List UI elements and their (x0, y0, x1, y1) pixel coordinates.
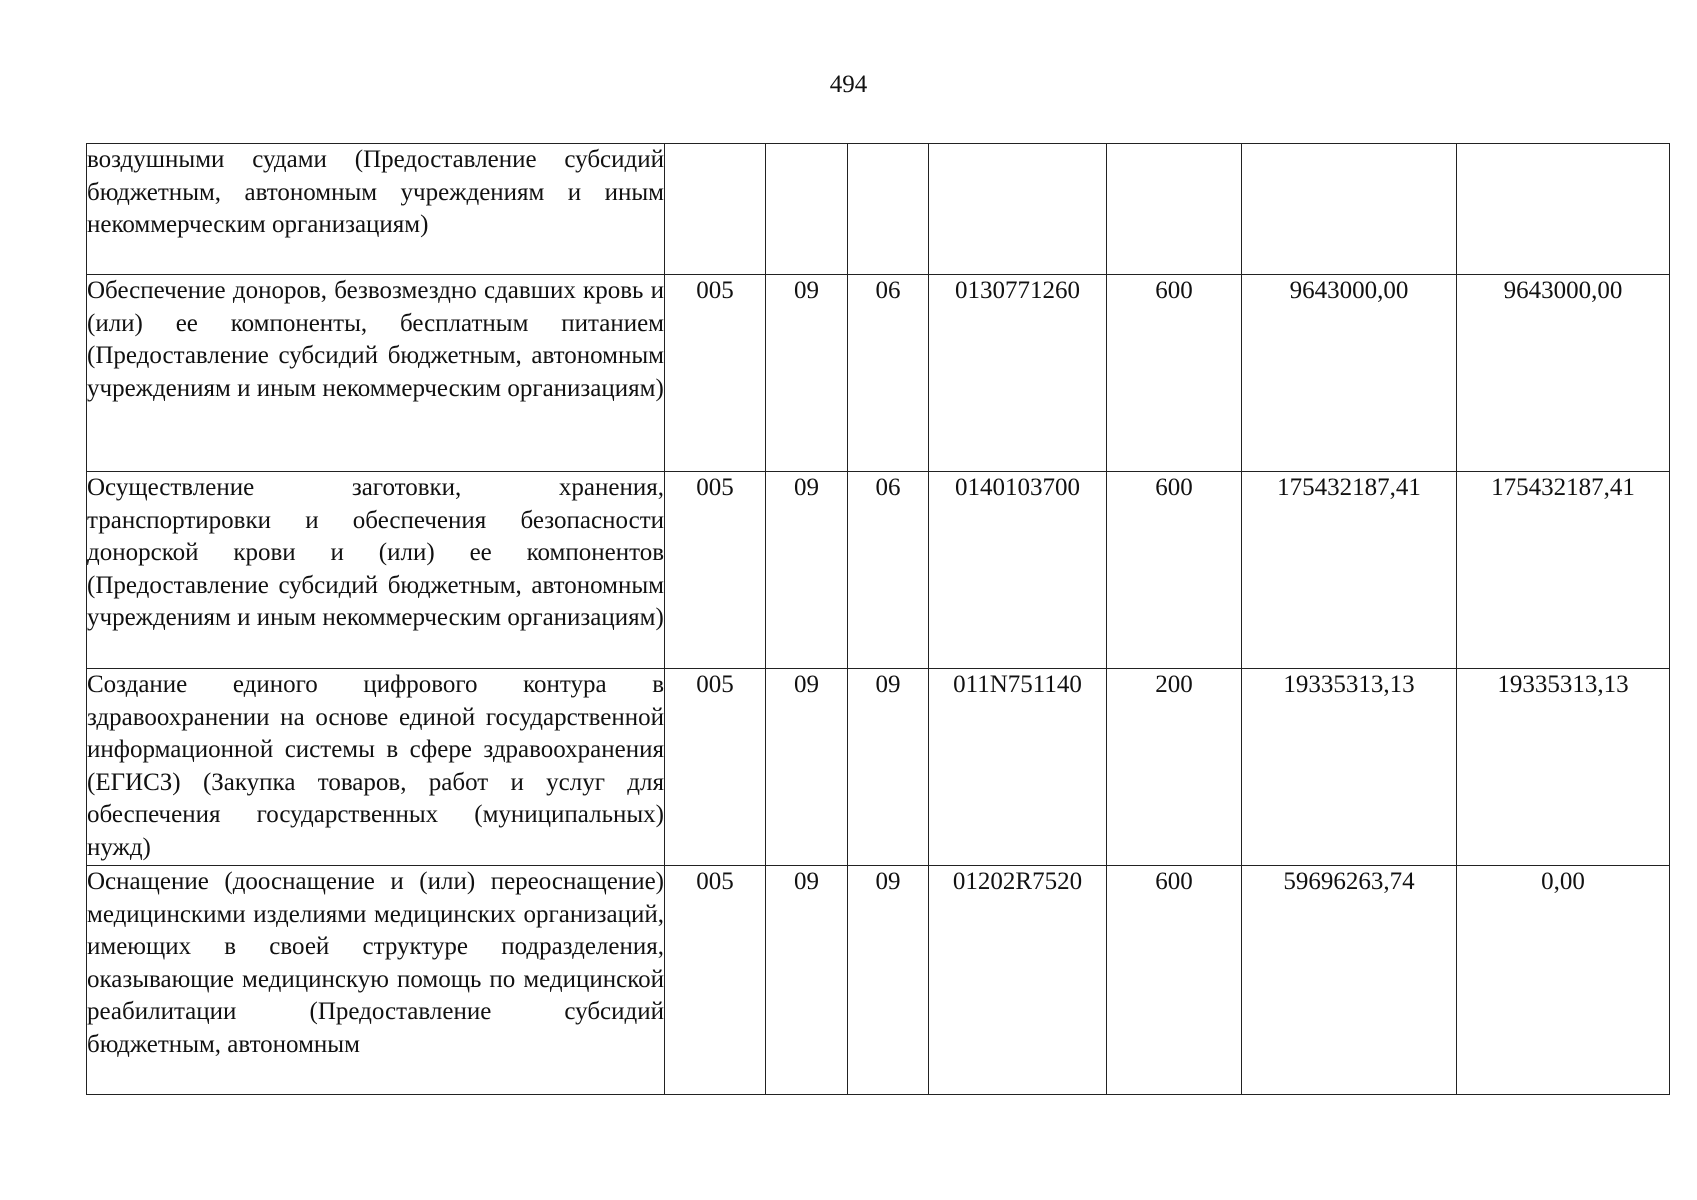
ministry-code: 005 (665, 669, 766, 866)
target-code: 0140103700 (929, 472, 1107, 669)
section-code: 09 (766, 275, 848, 472)
amount-2 (1457, 144, 1670, 275)
amount-1 (1242, 144, 1457, 275)
section-code: 09 (766, 472, 848, 669)
row-description: воздушными судами (Предоставление субсидий бюджетным, автономным учреждениям и иным некоммерческим организациям) (87, 144, 665, 275)
section-code (766, 144, 848, 275)
expense-type-code (1107, 144, 1242, 275)
table-row (87, 275, 1670, 472)
row-description: Создание единого цифрового контура в здравоохранении на основе единой государственной информационной системы в сфере здравоохранения (ЕГИСЗ) (Закупка товаров, работ и услуг для обеспечения государственных (муниципальных) нужд) (87, 669, 665, 866)
table-row (87, 472, 1670, 669)
section-code: 09 (766, 669, 848, 866)
target-code: 011N751140 (929, 669, 1107, 866)
amount-2: 9643000,00 (1457, 275, 1670, 472)
amount-2: 175432187,41 (1457, 472, 1670, 669)
subsection-code (848, 144, 929, 275)
ministry-code: 005 (665, 275, 766, 472)
row-description: Оснащение (дооснащение и (или) переоснащение) медицинскими изделиями медицинских организаций, имеющих в своей структуре подразделения, оказывающие медицинскую помощь по медицинской реабилитации (Предоставление субсидий бюджетным, автономным (87, 866, 665, 1095)
row-description: Осуществление заготовки, хранения, транспортировки и обеспечения безопасности донорской крови и (или) ее компонентов (Предоставление субсидий бюджетным, автономным учреждениям и иным некоммерческим организациям) (87, 472, 665, 669)
budget-table (86, 143, 1670, 1095)
expense-type-code: 200 (1107, 669, 1242, 866)
amount-1: 175432187,41 (1242, 472, 1457, 669)
target-code (929, 144, 1107, 275)
subsection-code: 09 (848, 669, 929, 866)
target-code: 01202R7520 (929, 866, 1107, 1095)
amount-1: 9643000,00 (1242, 275, 1457, 472)
amount-1: 19335313,13 (1242, 669, 1457, 866)
ministry-code (665, 144, 766, 275)
expense-type-code: 600 (1107, 275, 1242, 472)
table-row (87, 866, 1670, 1095)
subsection-code: 06 (848, 275, 929, 472)
expense-type-code: 600 (1107, 866, 1242, 1095)
subsection-code: 06 (848, 472, 929, 669)
amount-2: 0,00 (1457, 866, 1670, 1095)
table-row (87, 669, 1670, 866)
table-row (87, 144, 1670, 275)
section-code: 09 (766, 866, 848, 1095)
ministry-code: 005 (665, 472, 766, 669)
row-description: Обеспечение доноров, безвозмездно сдавших кровь и (или) ее компоненты, бесплатным питанием (Предоставление субсидий бюджетным, автономным учреждениям и иным некоммерческим организациям) (87, 275, 665, 472)
amount-1: 59696263,74 (1242, 866, 1457, 1095)
page-number: 494 (829, 71, 868, 98)
subsection-code: 09 (848, 866, 929, 1095)
amount-2: 19335313,13 (1457, 669, 1670, 866)
ministry-code: 005 (665, 866, 766, 1095)
target-code: 0130771260 (929, 275, 1107, 472)
expense-type-code: 600 (1107, 472, 1242, 669)
